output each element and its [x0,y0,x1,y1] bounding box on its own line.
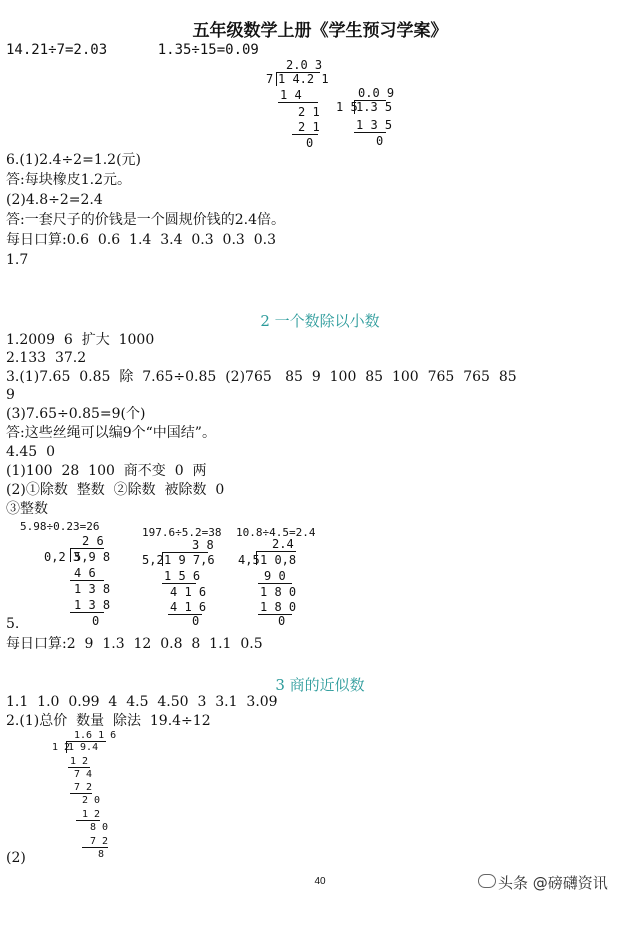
long-division-3 [20,520,130,625]
step-3: 1 8 0 [260,600,297,614]
quotient: 0.0 9 [358,86,395,100]
long-division-6 [52,730,122,870]
divisor: 0,2 3 [44,550,81,564]
step-2: 7 4 [74,769,93,780]
s2-line-11: 每日口算:2 9 1.3 12 0.8 8 1.1 0.5 [6,636,263,652]
line-6e: 每日口算:0.6 0.6 1.4 3.4 0.3 0.3 0.3 [6,232,276,248]
quotient: 3 8 [192,538,214,552]
step-1: 1 3 5 [356,118,393,132]
chat-bubble-icon [478,874,496,888]
line-6c: (2)4.8÷2=2.4 [6,192,103,208]
line-6d: 答:一套尺子的价钱是一个圆规价钱的2.4倍。 [6,212,285,228]
long-division-2 [336,86,396,152]
quotient: 2.4 [272,537,294,551]
s2-line-6: 4.45 0 [6,444,55,460]
step-4: 2 0 [82,795,101,806]
section-3-heading: 3 商的近似数 [275,676,365,694]
step-2: 4 1 6 [170,585,207,599]
step-2: 1 3 8 [74,582,111,596]
dividend: 1.3 5 [356,100,393,114]
equation: 5.98÷0.23=26 [20,520,100,533]
remainder: 0 [192,614,200,628]
line-1: 14.21÷7=2.03 1.35÷15=0.09 [6,42,259,58]
page-title: 五年级数学上册《学生预习学案》 [192,21,448,41]
dividend: 1 9 7,6 [164,553,215,567]
remainder: 0 [376,134,384,148]
divisor: 1 5 [336,100,358,114]
divisor: 7 [266,72,274,86]
divisor: 1 2 [52,742,71,753]
step-7: 7 2 [90,836,109,847]
step-1: 1 2 [70,756,89,767]
dividend: 1 4.2 1 [278,72,329,86]
line-6a: 6.(1)2.4÷2=1.2(元) [6,152,142,168]
s2-line-5: 答:这些丝绳可以编9个“中国结”。 [6,425,216,441]
step-6: 8 0 [90,822,109,833]
section-2-heading: 2 一个数除以小数 [260,312,380,330]
quotient: 1.6 1 6 [74,730,117,741]
step-1: 9 0 [264,569,286,583]
s2-line-10: 5. [6,616,20,632]
line-6f: 1.7 [6,252,29,268]
long-division-5 [236,526,326,626]
page-number: 40 [314,876,326,887]
s3-line-3: (2) [6,850,26,866]
remainder: 0 [278,614,286,628]
step-8: 8 [98,849,105,860]
divisor: 4,5 [238,553,260,567]
remainder: 0 [306,136,314,150]
step-3: 1 3 8 [74,598,111,612]
step-3: 4 1 6 [170,600,207,614]
equation: 197.6÷5.2=38 [142,526,222,539]
watermark: 头条 @磅礴资讯 [498,874,608,892]
step-1: 4 6 [74,566,96,580]
s2-line-7: (1)100 28 100 商不变 0 两 [6,463,207,479]
s2-line-9: ③整数 [6,501,48,517]
dividend: 1 9.4 [68,742,99,753]
s3-line-1: 1.1 1.0 0.99 4 4.5 4.50 3 3.1 3.09 [6,694,278,710]
step-2: 2 1 [298,105,320,119]
s2-line-8: (2)①除数 整数 ②除数 被除数 0 [6,482,225,498]
step-5: 1 2 [82,809,101,820]
quotient: 2.0 3 [286,58,323,72]
step-1: 1 4 [280,88,302,102]
step-3: 2 1 [298,120,320,134]
dividend: 5,9 8 [74,550,111,564]
quotient: 2 6 [82,534,104,548]
s2-line-3b: 9 [6,387,15,403]
division-3-remainder: 0 [92,614,100,628]
equation: 10.8÷4.5=2.4 [236,526,316,539]
step-2: 1 8 0 [260,585,297,599]
divisor: 5,2 [142,553,164,567]
s2-line-4: (3)7.65÷0.85=9(个) [6,406,146,422]
s2-line-3: 3.(1)7.65 0.85 除 7.65÷0.85 (2)765 85 9 100 85 100 765 765 85 [6,369,517,385]
s3-line-2: 2.(1)总价 数量 除法 19.4÷12 [6,713,211,729]
line-6b: 答:每块橡皮1.2元。 [6,172,131,188]
long-division-1 [262,58,332,153]
s2-line-2: 2.133 37.2 [6,350,87,366]
step-3: 7 2 [74,782,93,793]
long-division-4 [142,526,232,626]
dividend: 1 0,8 [260,553,297,567]
step-1: 1 5 6 [164,569,201,583]
s2-line-1: 1.2009 6 扩大 1000 [6,332,155,348]
